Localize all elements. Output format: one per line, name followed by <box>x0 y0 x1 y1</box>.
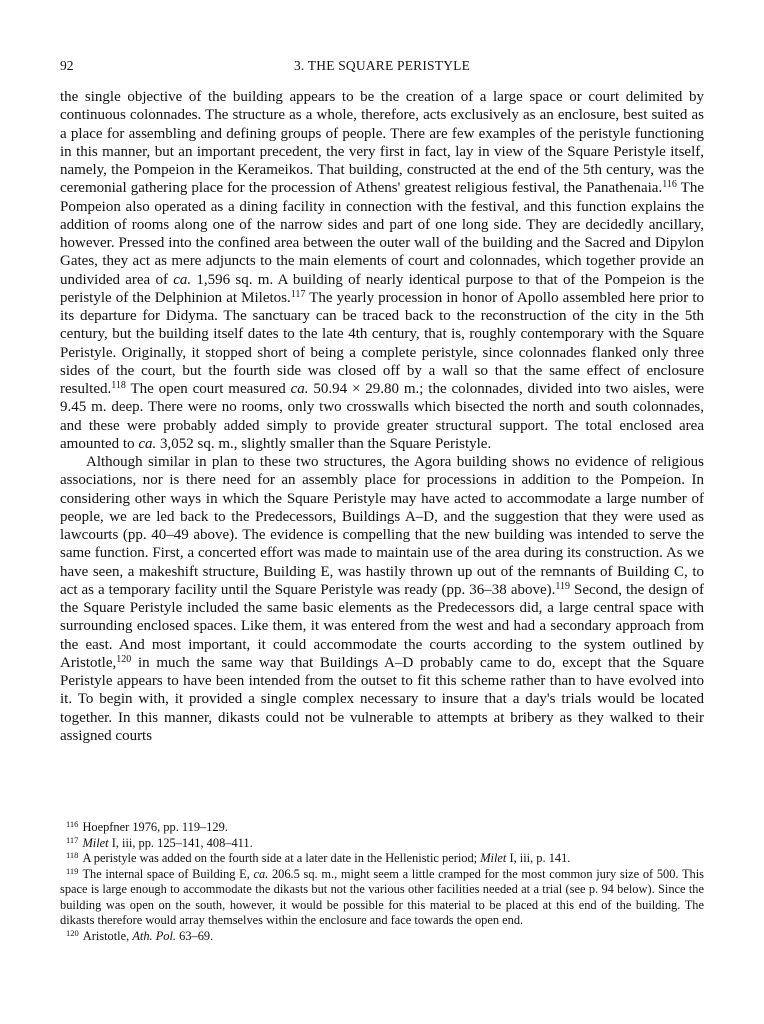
footnote-number: 120 <box>66 927 79 938</box>
footnote-text: The internal space of Building E, <box>82 866 254 881</box>
text-run: Second, the design of the Square Peristyle included the same basic elements as the Predecessors did, a large central space with surrounding enclosed spaces. Like them, it was entered from the west and had a secondary approach from the east. And most important, it could accommodate the courts according to the system outlined by Aristotle, <box>60 581 704 671</box>
paragraph-1 <box>60 88 704 453</box>
text-run: 3,052 sq. m., slightly smaller than the Square Peristyle. <box>156 435 492 452</box>
text-run: The open court measured <box>125 381 291 397</box>
footnote-text: I, iii, p. 141. <box>506 851 571 865</box>
text-run: 1,596 sq. m. A building of nearly identical purpose to that of the Pompeion is the peristyle of the Delphinion at Miletos. <box>60 271 704 306</box>
italic-abbrev: ca. <box>290 381 309 397</box>
footnote-118 <box>60 851 704 867</box>
footnote-117 <box>60 836 704 852</box>
text-run: the single objective of the building appears to be the creation of a large space or court delimited by continuous colonnades. The structure as a whole, therefore, acts exclusively as an enclosure, best suited as a place for assembling and defining groups of people. There are few examples of the peristyle functioning in this manner, but an important precedent, the very first in fact, lay in view of the Square Peristyle itself, namely, the Pompeion in the Kerameikos. That building, constructed at the end of the 5th century, was the ceremonial gathering place for the procession of Athens' greatest religious festival, the Panathenaia. <box>60 89 704 197</box>
footnote-ref-119: 119 <box>555 580 571 592</box>
footnote-text: 206.5 sq. m., might seem a little cramped for the most common jury size of 500. This space is large enough to accommodate the dikasts but not the various other facilities needed at a trial (see p. 94 below). Since the building was open on the south, however, it would be possible for this material to be placed at this end of the building. The dikasts therefore would array themselves within the enclosure and face towards the open end. <box>60 866 704 927</box>
footnote-ref-118: 118 <box>111 380 126 391</box>
text-run: The yearly procession in honor of Apollo assembled here prior to its departure for Didyma. The sanctuary can be traced back to the reconstruction of the city in the 5th century, but the building itself dates to the late 4th century, that is, roughly contemporary with the Square Peristyle. Originally, it stopped short of being a complete peristyle, since colonnades flanked only three sides of the court, but the fourth side was closed off by a wall so that the same effect of enclosure resulted. <box>60 289 705 397</box>
footnote-116 <box>60 820 704 836</box>
page-number: 92 <box>60 58 74 73</box>
footnote-text: 63–69. <box>176 928 214 943</box>
footnote-italic: ca. <box>253 866 269 881</box>
italic-abbrev: ca. <box>138 435 157 452</box>
body-text <box>60 88 704 745</box>
paragraph-2 <box>60 453 704 745</box>
footnote-ref-117: 117 <box>290 288 306 300</box>
text-run: in much the same way that Buildings A–D probably came to do, except that the Square Peristyle appears to have been intended from the outset to fit this scheme rather than to have evolved into it. To begin with, it provided a single complex necessary to insure that a day's trials would be located together. In this manner, dikasts could not be vulnerable to attempts at bribery as they walked to their assigned courts <box>60 654 704 744</box>
footnotes <box>60 820 704 944</box>
footnote-number: 118 <box>66 850 79 860</box>
footnote-number: 117 <box>66 834 79 845</box>
page-header <box>60 58 704 78</box>
text-run: Although similar in plan to these two structures, the Agora building shows no evidence of religious associations, nor is there need for an assembly place for processions in addition to the Pompeion. In considering other ways in which the Square Peristyle may have acted to accommodate a large number of people, we are led back to the Predecessors, Buildings A–D, and the suggestion that they were used as lawcourts (pp. 40–49 above). The evidence is compelling that the new building was intended to serve the same function. First, a concerted effort was made to maintain use of the area during its construction. As we have seen, a makeshift structure, Building E, was hastily thrown up out of the remnants of Building C, to act as a temporary facility until the Square Peristyle was ready (pp. 36–38 above). <box>60 454 704 598</box>
footnote-number: 119 <box>66 865 79 876</box>
text-run: The Pompeion also operated as a dining facility in connection with the festival, and this function explains the addition of rooms along one of the narrow sides and part of one long side. They are decidedly ancillary, however. Pressed into the confined area between the outer wall of the building and the Sacred and Dipylon Gates, they act as mere adjuncts to the main elements of court and colonnades, which together provide an undivided area of <box>60 180 704 288</box>
running-head: 3. THE SQUARE PERISTYLE <box>293 58 471 73</box>
footnote-text: I, iii, pp. 125–141, 408–411. <box>108 835 253 850</box>
footnote-text: Aristotle, <box>82 928 133 943</box>
footnote-text: A peristyle was added on the fourth side at a later date in the Hellenistic period; <box>82 851 481 865</box>
footnote-italic: Ath. Pol. <box>132 928 177 943</box>
footnote-number: 116 <box>66 819 79 829</box>
footnote-text: Hoepfner 1976, pp. 119–129. <box>82 820 228 834</box>
footnote-ref-116: 116 <box>662 179 677 191</box>
text-run: 50.94 × 29.80 m.; the colonnades, divided into two aisles, were 9.45 m. deep. There were no rooms, only two crosswalls which bisected the north and south colonnades, and these were probably added simply to provide greater structural support. The total enclosed area amounted to <box>60 381 704 452</box>
footnote-120 <box>60 929 704 945</box>
footnote-italic: Milet <box>480 851 507 865</box>
italic-abbrev: ca. <box>173 271 192 288</box>
footnote-italic: Milet <box>82 835 109 850</box>
footnote-ref-120: 120 <box>116 653 132 665</box>
footnote-119 <box>60 867 704 929</box>
